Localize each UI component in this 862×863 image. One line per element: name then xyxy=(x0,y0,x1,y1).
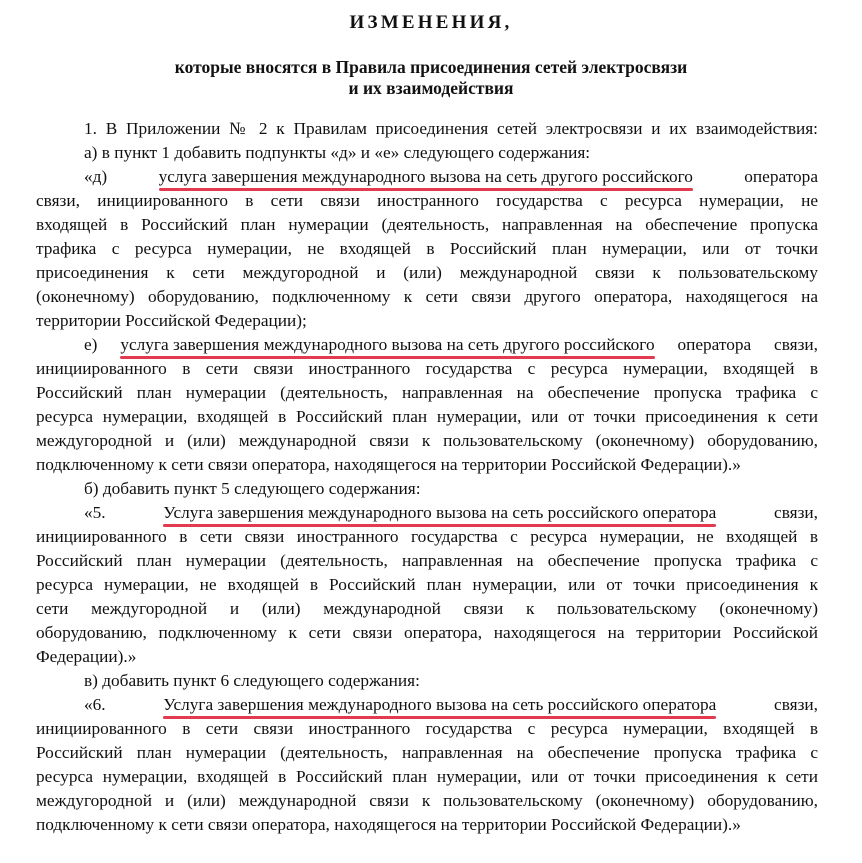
body-text-line: присоединения к сети междугородной и (или) международной связи к пользовательскому xyxy=(36,263,818,282)
body-text-line: (оконечному) оборудованию, подключенному к сети связи другого оператора, находящегося на xyxy=(36,287,818,306)
body-text-line: инициированного в сети связи иностранного государства с ресурса нумерации, входящей в xyxy=(36,719,818,738)
document-title: ИЗМЕНЕНИЯ, xyxy=(349,12,513,33)
body-text-line xyxy=(84,333,818,357)
body-text-line: связи, инициированного в сети связи иностранного государства с ресурса нумерации, не xyxy=(36,191,818,210)
body-text-line: оборудованию, подключенному к сети связи оператора, находящегося на территории Российской xyxy=(36,623,818,642)
body-text-line: входящей в Российский план нумерации (деятельность, направленная на обеспечение пропуска xyxy=(36,215,818,234)
body-text-line: б) добавить пункт 5 следующего содержания: xyxy=(84,479,421,498)
body-text-line: Российский план нумерации (деятельность, направленная на обеспечение пропуска трафика с xyxy=(36,383,818,402)
body-text-line: сети междугородной и (или) международной связи к пользовательскому (оконечному) xyxy=(36,599,818,618)
line-suffix: связи, xyxy=(716,695,818,714)
body-text-line: Федерации).» xyxy=(36,647,137,666)
highlighted-phrase: Услуга завершения международного вызова на сеть российского оператора xyxy=(163,693,716,717)
body-text-line xyxy=(84,165,818,189)
body-text-line: ресурса нумерации, входящей в Российский план нумерации, или от точки присоединения к сети xyxy=(36,767,818,786)
highlighted-phrase: услуга завершения международного вызова на сеть другого российского xyxy=(159,165,693,189)
body-text-line: инициированного в сети связи иностранного государства с ресурса нумерации, не входящей в xyxy=(36,527,818,546)
body-text-line: ресурса нумерации, не входящей в Российский план нумерации, или от точки присоединения к xyxy=(36,575,818,594)
body-text-line: подключенному к сети связи оператора, находящегося на территории Российской Федерации).» xyxy=(36,455,741,474)
highlighted-phrase: услуга завершения международного вызова на сеть другого российского xyxy=(120,333,654,357)
body-text-line: подключенному к сети связи оператора, находящегося на территории Российской Федерации).» xyxy=(36,815,741,834)
line-prefix: «д) xyxy=(84,167,159,186)
body-text-line: междугородной и (или) международной связи к пользовательскому (оконечному) оборудованию, xyxy=(36,791,818,810)
line-prefix: е) xyxy=(84,335,121,354)
body-text-line: Российский план нумерации (деятельность, направленная на обеспечение пропуска трафика с xyxy=(36,743,818,762)
body-text-line xyxy=(84,501,818,525)
body-text-line: 1. В Приложении № 2 к Правилам присоединения сетей электросвязи и их взаимодействия: xyxy=(84,119,818,138)
line-suffix: связи, xyxy=(716,503,818,522)
body-text-line: а) в пункт 1 добавить подпункты «д» и «е» следующего содержания: xyxy=(84,143,591,162)
body-text-line: в) добавить пункт 6 следующего содержания: xyxy=(84,671,420,690)
line-suffix: оператора связи, xyxy=(654,335,818,354)
line-suffix: оператора xyxy=(692,167,818,186)
body-text-line: Российский план нумерации (деятельность, направленная на обеспечение пропуска трафика с xyxy=(36,551,818,570)
body-text-line: ресурса нумерации, входящей в Российский план нумерации, или от точки присоединения к сети xyxy=(36,407,818,426)
body-text-line: инициированного в сети связи иностранного государства с ресурса нумерации, входящей в xyxy=(36,359,818,378)
body-text-line: территории Российской Федерации); xyxy=(36,311,307,330)
body-text-line xyxy=(84,693,818,717)
body-text-line: междугородной и (или) международной связи к пользовательскому (оконечному) оборудованию, xyxy=(36,431,818,450)
body-text-line: трафика с ресурса нумерации, не входящей в Российский план нумерации, или от точки xyxy=(36,239,818,258)
document-subtitle-line-1: которые вносятся в Правила присоединения сетей электросвязи xyxy=(174,57,688,77)
highlighted-phrase: Услуга завершения международного вызова на сеть российского оператора xyxy=(163,501,716,525)
line-prefix: «6. xyxy=(84,695,164,714)
document-subtitle-line-2: и их взаимодействия xyxy=(348,78,514,98)
line-prefix: «5. xyxy=(84,503,164,522)
